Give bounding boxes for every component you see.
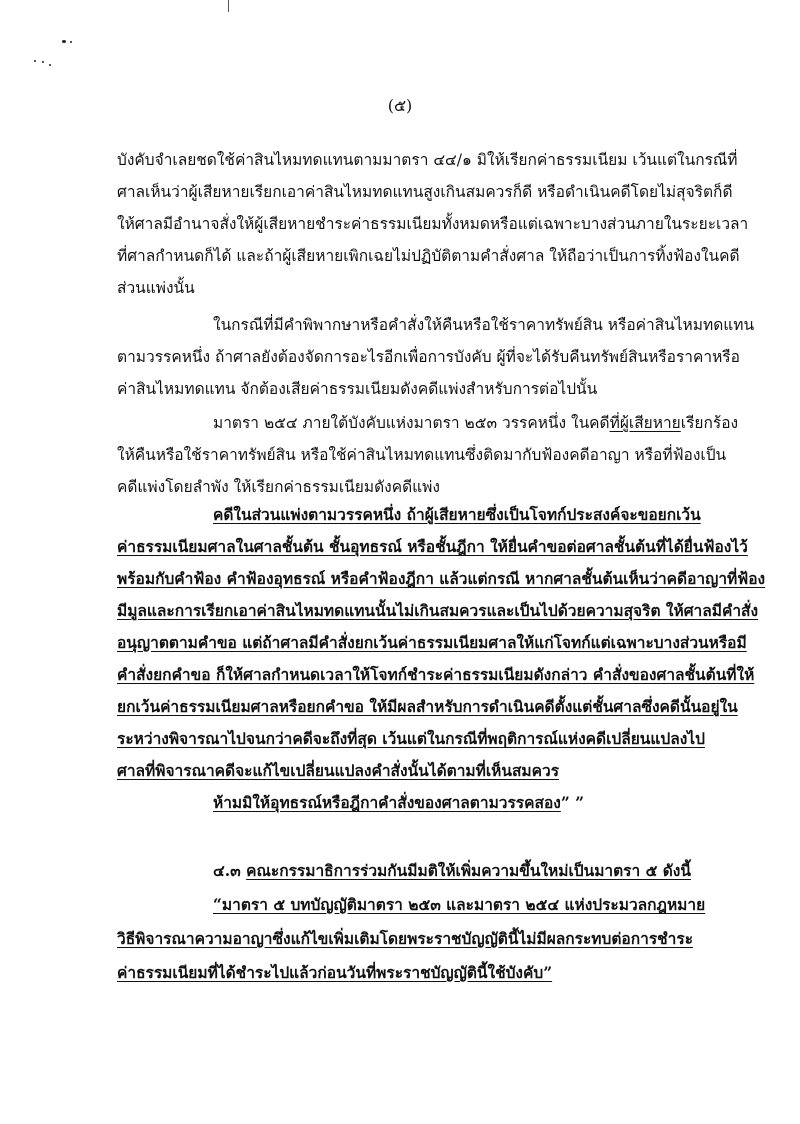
section-heading-text: คณะกรรมาธิการร่วมกันมีมติให้เพิ่มความขึ้นใหม่เป็นมาตรา ๕ ดังนี้ [246, 861, 691, 880]
section-number: ๔.๓ [213, 861, 247, 880]
paragraph-line: ค่าสินไหมทดแทน จักต้องเสียค่าธรรมเนียมดังคดีแพ่งสำหรับการต่อไปนั้น [117, 380, 598, 398]
paragraph-line: ศาลเห็นว่าผู้เสียหายเรียกเอาค่าสินไหมทดแทนสูงเกินสมควรก็ดี หรือดำเนินคดีโดยไม่สุจริตก็ดี [117, 183, 733, 201]
amendment-line: อนุญาตตามคำขอ แต่ถ้าศาลมีคำสั่งยกเว้นค่าธรรมเนียมศาลให้แก่โจทก์แต่เฉพาะบางส่วนหรือมี [117, 633, 747, 652]
amendment-line: คดีในส่วนแพ่งตามวรรคหนึ่ง ถ้าผู้เสียหายซึ่งเป็นโจทก์ประสงค์จะขอยกเว้น [213, 505, 701, 524]
amendment-line: ค่าธรรมเนียมศาลในศาลชั้นต้น ชั้นอุทธรณ์ หรือชั้นฎีกา ให้ยื่นคำขอต่อศาลชั้นต้นที่ได้ยื่นฟ้องไว้ [117, 537, 748, 556]
amendment-line: มีมูลและการเรียกเอาค่าสินไหมทดแทนนั้นไม่เกินสมควรและเป็นไปด้วยความสุจริต ให้ศาลมีคำสั่ง [117, 601, 759, 620]
scan-speck [70, 41, 72, 43]
amendment-line: พร้อมกับคำฟ้อง คำฟ้องอุทธรณ์ หรือคำฟ้องฎีกา แล้วแต่กรณี หากศาลชั้นต้นเห็นว่าคดีอาญาที่ฟ้อง [117, 569, 766, 588]
amendment-closing-line [213, 793, 584, 813]
paragraph-line: บังคับจำเลยชดใช้ค่าสินไหมทดแทนตามมาตรา ๔๔/๑ มิให้เรียกค่าธรรมเนียม เว้นแต่ในกรณีที่ [117, 151, 738, 169]
amendment-line: ระหว่างพิจารณาไปจนกว่าคดีจะถึงที่สุด เว้นแต่ในกรณีที่พฤติการณ์แห่งคดีเปลี่ยนแปลงไป [117, 729, 705, 748]
amendment-line: ยกเว้นค่าธรรมเนียมศาลหรือยกคำขอ ให้มีผลสำหรับการดำเนินคดีตั้งแต่ชั้นศาลซึ่งคดีนั้นอยู่ใน [117, 697, 738, 716]
paragraph-line: ที่ศาลกำหนดก็ได้ และถ้าผู้เสียหายเพิกเฉยไม่ปฏิบัติตามคำสั่งศาล ให้ถือว่าเป็นการทิ้งฟ้องในคดี [117, 247, 740, 265]
amendment-line: ศาลที่พิจารณาคดีจะแก้ไขเปลี่ยนแปลงคำสั่งนั้นได้ตามที่เห็นสมควร [117, 761, 560, 780]
quoted-provision-line: วิธีพิจารณาความอาญาซึ่งแก้ไขเพิ่มเติมโดยพระราชบัญญัตินี้ไม่มีผลกระทบต่อการชำระ [117, 929, 694, 948]
page-number: (๕) [387, 96, 413, 115]
paragraph-line: ในกรณีที่มีคำพิพากษาหรือคำสั่งให้คืนหรือใช้ราคาทรัพย์สิน หรือค่าสินไหมทดแทน [213, 316, 755, 334]
scan-speck [62, 40, 66, 43]
section-254-first-line [213, 413, 738, 433]
paragraph-line: ให้คืนหรือใช้ราคาทรัพย์สิน หรือใช้ค่าสินไหมทดแทนซึ่งติดมากับฟ้องคดีอาญา หรือที่ฟ้องเป็น [117, 446, 727, 464]
paragraph-line: ส่วนแพ่งนั้น [117, 279, 195, 297]
closing-quotes: ” ” [560, 793, 585, 812]
amendment-text: ห้ามมิให้อุทธรณ์หรือฎีกาคำสั่งของศาลตามวรรคสอง [213, 793, 561, 812]
paragraph-line: ให้ศาลมีอำนาจสั่งให้ผู้เสียหายชำระค่าธรรมเนียมทั้งหมดหรือแต่เฉพาะบางส่วนภายในระยะเวลา [117, 215, 749, 233]
quoted-provision-line: ค่าธรรมเนียมที่ได้ชำระไปแล้วก่อนวันที่พระราชบัญญัตินี้ใช้บังคับ” [117, 963, 553, 982]
amendment-line: คำสั่งยกคำขอ ก็ให้ศาลกำหนดเวลาให้โจทก์ชำระค่าธรรมเนียมดังกล่าว คำสั่งของศาลชั้นต้นที่ให้ [117, 665, 755, 684]
scan-speck [49, 64, 51, 66]
text-run: เรียกร้อง [680, 414, 739, 432]
underlined-insertion: ที่ผู้เสียหาย [609, 414, 681, 432]
scan-speck [34, 60, 36, 62]
section-heading [213, 861, 691, 881]
quoted-provision-line: “มาตรา ๕ บทบัญญัติมาตรา ๒๕๓ และมาตรา ๒๕๔ แห่งประมวลกฎหมาย [213, 895, 706, 914]
scan-speck [42, 61, 44, 63]
text-run: มาตรา ๒๕๔ ภายใต้บังคับแห่งมาตรา ๒๕๓ วรรคหนึ่ง ในคดี [213, 414, 610, 432]
paragraph-line: คดีแพ่งโดยลำพัง ให้เรียกค่าธรรมเนียมดังคดีแพ่ง [117, 478, 440, 496]
paragraph-line: ตามวรรคหนึ่ง ถ้าศาลยังต้องจัดการอะไรอีกเพื่อการบังคับ ผู้ที่จะได้รับคืนทรัพย์สินหรือราคาหรือ [117, 348, 740, 366]
scan-edge-mark [228, 0, 229, 12]
